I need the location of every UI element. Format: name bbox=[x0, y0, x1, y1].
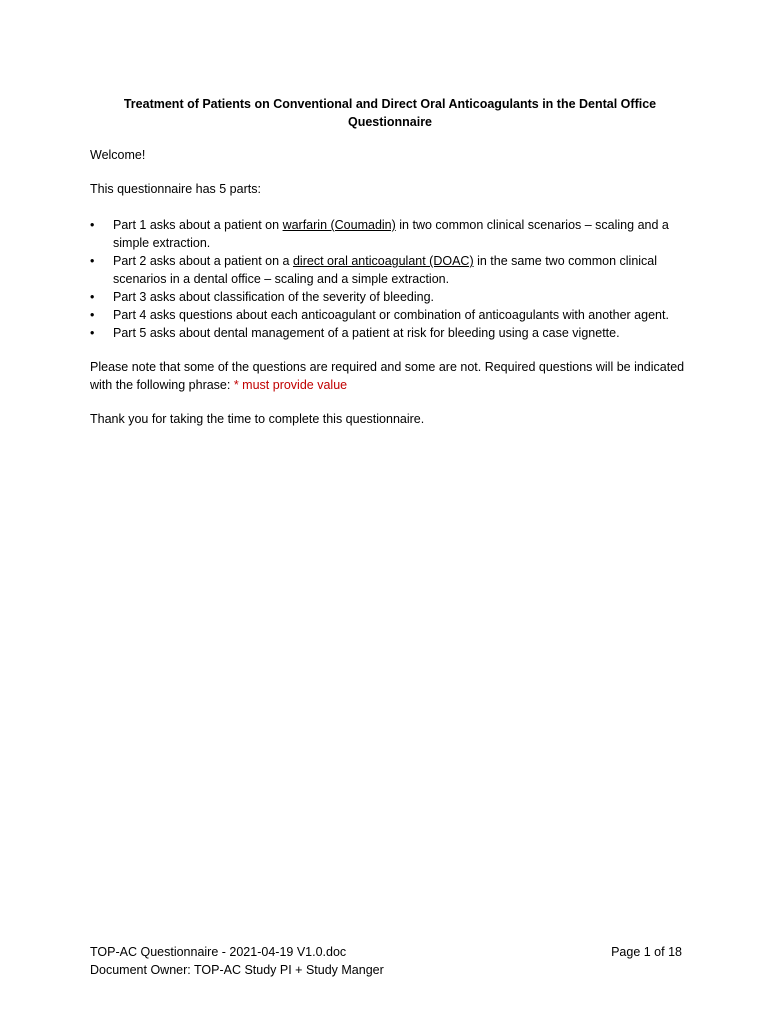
bullet-icon: • bbox=[90, 290, 95, 304]
part-text: Part 3 asks about classification of the severity of bleeding. bbox=[113, 290, 435, 304]
footer-document-name: TOP-AC Questionnaire - 2021-04-19 V1.0.doc bbox=[90, 945, 347, 959]
footer-info bbox=[90, 943, 384, 979]
list-item bbox=[90, 324, 690, 342]
part-text-after: in the same two common clinical scenarios in a dental office – scaling and a simple extraction. bbox=[113, 254, 658, 286]
part-underlined-term: warfarin (Coumadin) bbox=[282, 218, 396, 232]
required-note bbox=[90, 358, 690, 394]
document-title bbox=[90, 95, 690, 131]
footer-document-owner: Document Owner: TOP-AC Study PI + Study Manger bbox=[90, 963, 384, 977]
part-underlined-term: direct oral anticoagulant (DOAC) bbox=[292, 254, 474, 268]
parts-list bbox=[90, 216, 690, 342]
bullet-icon: • bbox=[90, 254, 95, 268]
title-line-2: Questionnaire bbox=[347, 115, 433, 129]
list-item bbox=[90, 306, 690, 324]
bullet-icon: • bbox=[90, 326, 95, 340]
title-line-1: Treatment of Patients on Conventional and Direct Oral Anticoagulants in the Dental Office bbox=[123, 97, 657, 111]
part-text: Part 5 asks about dental management of a patient at risk for bleeding using a case vignette. bbox=[113, 326, 620, 340]
intro-text: This questionnaire has 5 parts: bbox=[90, 182, 261, 196]
part-text: Part 4 asks questions about each anticoagulant or combination of anticoagulants with another agent. bbox=[113, 308, 669, 322]
welcome-text: Welcome! bbox=[90, 148, 146, 162]
list-item bbox=[90, 216, 690, 252]
list-item bbox=[90, 288, 690, 306]
page-number: Page 1 of 18 bbox=[611, 945, 682, 959]
part-text-after: in two common clinical scenarios – scaling and a simple extraction. bbox=[113, 218, 669, 250]
note-text: Please note that some of the questions are required and some are not. Required questions will be indicated with the following phrase: bbox=[90, 360, 685, 392]
thanks-text: Thank you for taking the time to complete this questionnaire. bbox=[90, 412, 425, 426]
bullet-icon: • bbox=[90, 308, 95, 322]
part-text-before: Part 2 asks about a patient on a bbox=[113, 254, 293, 268]
list-item bbox=[90, 252, 690, 288]
part-text-before: Part 1 asks about a patient on bbox=[113, 218, 283, 232]
bullet-icon: • bbox=[90, 218, 95, 232]
required-phrase: * must provide value bbox=[233, 378, 348, 392]
